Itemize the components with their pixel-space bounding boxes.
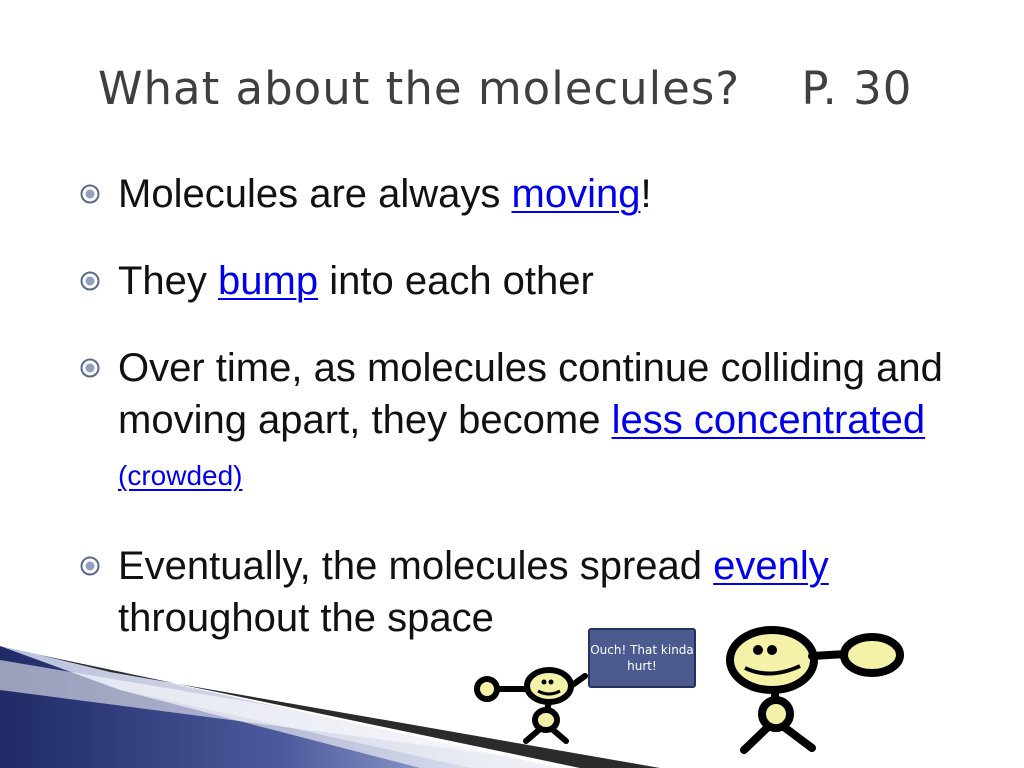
keyword-link-crowded[interactable]: (crowded)	[118, 460, 243, 491]
keyword-link-bump[interactable]: bump	[218, 259, 319, 303]
bullet-text: Eventually, the molecules spread	[118, 544, 714, 588]
speech-bubble: Ouch! That kinda hurt!	[588, 628, 696, 688]
bullet-text: throughout the space	[118, 596, 494, 640]
bullet-text: Over time, as molecules continue colliding and moving apart, they become	[118, 346, 943, 442]
keyword-link-evenly[interactable]: evenly	[713, 544, 829, 588]
slide-title: What about the molecules? P. 30	[98, 62, 913, 115]
bullet-text: !	[640, 172, 652, 216]
keyword-link-less-concentrated[interactable]: less concentrated	[611, 398, 926, 442]
bullet-text: Molecules are always	[118, 172, 512, 216]
keyword-link-moving[interactable]: moving	[511, 172, 641, 216]
bullet-text: into each other	[318, 259, 594, 303]
bullet-text: They	[118, 259, 219, 303]
